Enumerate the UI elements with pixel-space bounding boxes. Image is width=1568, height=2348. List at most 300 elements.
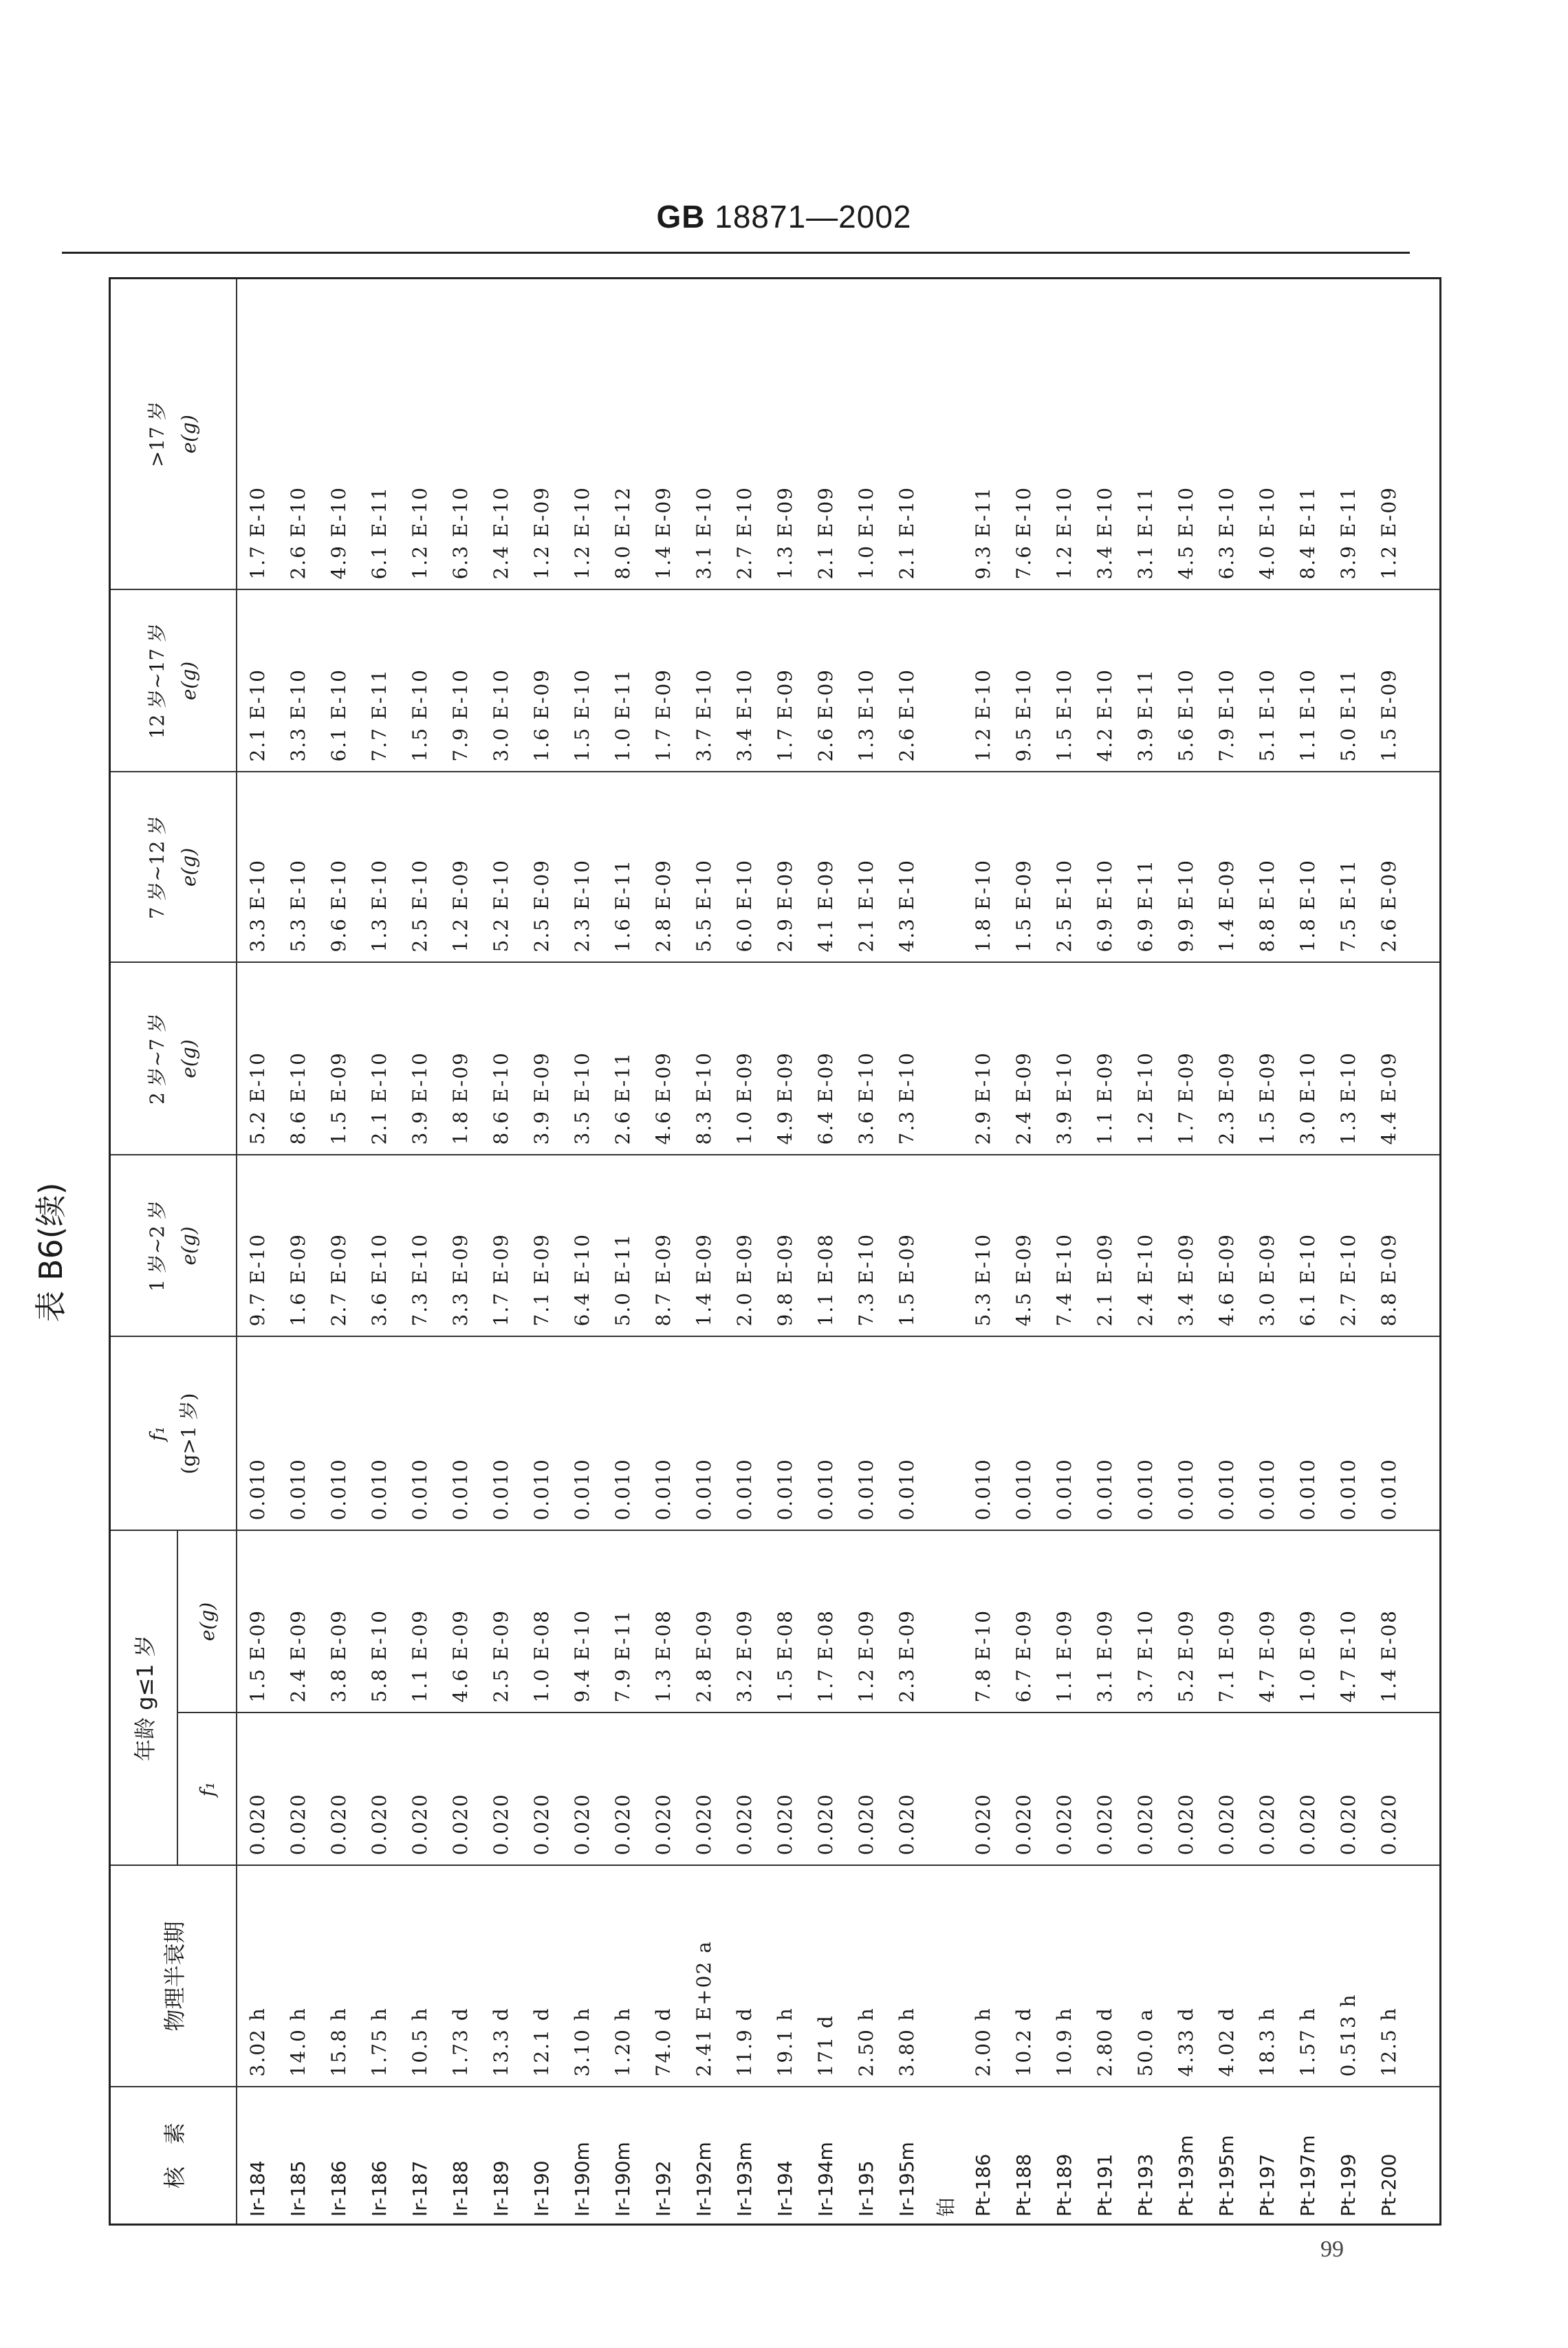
eg-2-7-cell: 2.1 E-10 bbox=[359, 963, 400, 1155]
half-life-cell: 0.513 h bbox=[1328, 1866, 1369, 2087]
nuclide-cell: Pt-197m bbox=[1287, 2087, 1328, 2225]
eg-1-2-cell: 3.6 E-10 bbox=[359, 1155, 400, 1337]
eg-gt17-cell: 9.3 E-11 bbox=[963, 279, 1003, 590]
eg-1-2-cell: 3.0 E-09 bbox=[1247, 1155, 1287, 1337]
eg-2-7-cell: 3.6 E-10 bbox=[846, 963, 886, 1155]
empty-cell bbox=[1409, 1155, 1441, 1337]
f1-gt1-cell: 0.010 bbox=[724, 1337, 765, 1531]
header-age-2-7 bbox=[110, 963, 237, 1155]
header-age-1-2 bbox=[110, 1155, 237, 1337]
f1-le1-cell: 0.020 bbox=[1125, 1713, 1166, 1866]
eg-1-2-cell: 9.7 E-10 bbox=[237, 1155, 278, 1337]
eg-le1-cell: 3.7 E-10 bbox=[1125, 1531, 1166, 1713]
header-age-le1-group: 年龄 g≤1 岁 bbox=[110, 1531, 178, 1866]
table-row bbox=[1287, 279, 1328, 2225]
eg-2-7-cell: 1.5 E-09 bbox=[1247, 963, 1287, 1155]
eg-7-12-cell: 2.5 E-09 bbox=[521, 772, 562, 963]
eg-gt17-cell: 2.4 E-10 bbox=[481, 279, 521, 590]
nuclide-cell: Pt-195m bbox=[1206, 2087, 1247, 2225]
f1-le1-cell: 0.020 bbox=[1044, 1713, 1085, 1866]
eg-1-2-cell: 2.1 E-09 bbox=[1085, 1155, 1125, 1337]
half-life-cell: 18.3 h bbox=[1247, 1866, 1287, 2087]
half-life-cell: 1.73 d bbox=[440, 1866, 481, 2087]
nuclide-cell: Pt-199 bbox=[1328, 2087, 1369, 2225]
empty-cell bbox=[1409, 279, 1441, 590]
eg-le1-cell: 4.7 E-09 bbox=[1247, 1531, 1287, 1713]
table-row bbox=[1044, 279, 1085, 2225]
eg-12-17-cell: 3.4 E-10 bbox=[724, 590, 765, 772]
eg-1-2-cell: 2.7 E-10 bbox=[1328, 1155, 1369, 1337]
eg-le1-cell: 1.5 E-09 bbox=[237, 1531, 278, 1713]
empty-cell bbox=[1409, 772, 1441, 963]
f1-le1-cell: 0.020 bbox=[1003, 1713, 1044, 1866]
half-life-cell: 11.9 d bbox=[724, 1866, 765, 2087]
eg-12-17-cell: 1.5 E-10 bbox=[1044, 590, 1085, 772]
table-caption: 表 B6(续) bbox=[32, 1182, 69, 1323]
table-row bbox=[237, 279, 278, 2225]
f1-gt1-cell: 0.010 bbox=[963, 1337, 1003, 1531]
eg-2-7-cell: 4.6 E-09 bbox=[643, 963, 684, 1155]
table-row bbox=[1206, 279, 1247, 2225]
half-life-cell: 12.1 d bbox=[521, 1866, 562, 2087]
eg-7-12-cell: 5.3 E-10 bbox=[278, 772, 318, 963]
f1-gt1-cell: 0.010 bbox=[765, 1337, 805, 1531]
eg-2-7-cell: 6.4 E-09 bbox=[805, 963, 846, 1155]
table-row bbox=[278, 279, 318, 2225]
half-life-cell: 4.02 d bbox=[1206, 1866, 1247, 2087]
header-age-gt17 bbox=[110, 279, 237, 590]
eg-le1-cell: 1.1 E-09 bbox=[1044, 1531, 1085, 1713]
table-row bbox=[805, 279, 846, 2225]
f1-le1-cell: 0.020 bbox=[1166, 1713, 1206, 1866]
table-spacer-row bbox=[1409, 279, 1441, 2225]
eg-1-2-cell: 1.7 E-09 bbox=[481, 1155, 521, 1337]
f1-le1-cell: 0.020 bbox=[886, 1713, 927, 1866]
half-life-cell: 15.8 h bbox=[318, 1866, 359, 2087]
eg-7-12-cell: 5.5 E-10 bbox=[684, 772, 724, 963]
eg-1-2-cell: 1.6 E-09 bbox=[278, 1155, 318, 1337]
f1-gt1-cell: 0.010 bbox=[1044, 1337, 1085, 1531]
half-life-cell: 14.0 h bbox=[278, 1866, 318, 2087]
half-life-cell: 1.57 h bbox=[1287, 1866, 1328, 2087]
f1-le1-cell: 0.020 bbox=[724, 1713, 765, 1866]
eg-gt17-cell: 1.2 E-10 bbox=[400, 279, 440, 590]
empty-cell bbox=[927, 1866, 963, 2087]
eg-7-12-cell: 1.6 E-11 bbox=[602, 772, 643, 963]
empty-cell bbox=[1409, 1866, 1441, 2087]
f1-gt1-cell: 0.010 bbox=[886, 1337, 927, 1531]
f1-gt1-cell: 0.010 bbox=[1369, 1337, 1409, 1531]
eg-gt17-cell: 1.2 E-10 bbox=[562, 279, 602, 590]
eg-le1-cell: 1.3 E-08 bbox=[643, 1531, 684, 1713]
f1-gt1-cell: 0.010 bbox=[846, 1337, 886, 1531]
header-age-2-7-line2: e(g) bbox=[177, 1039, 200, 1078]
eg-12-17-cell: 1.7 E-09 bbox=[765, 590, 805, 772]
f1-le1-cell: 0.020 bbox=[481, 1713, 521, 1866]
header-age-7-12 bbox=[110, 772, 237, 963]
eg-7-12-cell: 2.1 E-10 bbox=[846, 772, 886, 963]
eg-le1-cell: 1.2 E-09 bbox=[846, 1531, 886, 1713]
eg-12-17-cell: 1.1 E-10 bbox=[1287, 590, 1328, 772]
nuclide-cell: Ir-195m bbox=[886, 2087, 927, 2225]
eg-gt17-cell: 3.9 E-11 bbox=[1328, 279, 1369, 590]
header-age-le1-f1: f₁ bbox=[177, 1713, 237, 1866]
f1-gt1-cell: 0.010 bbox=[440, 1337, 481, 1531]
eg-1-2-cell: 3.3 E-09 bbox=[440, 1155, 481, 1337]
header-f1-gt1-line1: f₁ bbox=[146, 1426, 168, 1442]
eg-2-7-cell: 8.3 E-10 bbox=[684, 963, 724, 1155]
eg-12-17-cell: 1.5 E-10 bbox=[400, 590, 440, 772]
eg-gt17-cell: 8.4 E-11 bbox=[1287, 279, 1328, 590]
half-life-cell: 4.33 d bbox=[1166, 1866, 1206, 2087]
nuclide-cell: Pt-193m bbox=[1166, 2087, 1206, 2225]
eg-le1-cell: 7.9 E-11 bbox=[602, 1531, 643, 1713]
half-life-cell: 10.2 d bbox=[1003, 1866, 1044, 2087]
f1-gt1-cell: 0.010 bbox=[278, 1337, 318, 1531]
eg-1-2-cell: 8.8 E-09 bbox=[1369, 1155, 1409, 1337]
eg-1-2-cell: 6.1 E-10 bbox=[1287, 1155, 1328, 1337]
eg-2-7-cell: 1.5 E-09 bbox=[318, 963, 359, 1155]
nuclide-cell: Pt-189 bbox=[1044, 2087, 1085, 2225]
nuclide-cell: Pt-200 bbox=[1369, 2087, 1409, 2225]
eg-le1-cell: 3.8 E-09 bbox=[318, 1531, 359, 1713]
eg-12-17-cell: 3.7 E-10 bbox=[684, 590, 724, 772]
header-age-gt17-line2: e(g) bbox=[177, 415, 200, 454]
f1-le1-cell: 0.020 bbox=[521, 1713, 562, 1866]
header-age-1-2-line1: 1 岁~2 岁 bbox=[146, 1200, 168, 1292]
f1-gt1-cell: 0.010 bbox=[318, 1337, 359, 1531]
header-age-2-7-line1: 2 岁~7 岁 bbox=[146, 1013, 168, 1105]
table-row bbox=[1247, 279, 1287, 2225]
table-row bbox=[1125, 279, 1166, 2225]
eg-le1-cell: 4.6 E-09 bbox=[440, 1531, 481, 1713]
nuclide-cell: Pt-188 bbox=[1003, 2087, 1044, 2225]
eg-gt17-cell: 4.9 E-10 bbox=[318, 279, 359, 590]
group-row-platinum bbox=[927, 279, 963, 2225]
f1-le1-cell: 0.020 bbox=[359, 1713, 400, 1866]
nuclide-cell: Ir-190m bbox=[602, 2087, 643, 2225]
eg-12-17-cell: 2.6 E-10 bbox=[886, 590, 927, 772]
eg-gt17-cell: 1.2 E-09 bbox=[521, 279, 562, 590]
eg-2-7-cell: 3.9 E-10 bbox=[400, 963, 440, 1155]
eg-12-17-cell: 3.3 E-10 bbox=[278, 590, 318, 772]
eg-gt17-cell: 1.7 E-10 bbox=[237, 279, 278, 590]
eg-7-12-cell: 9.9 E-10 bbox=[1166, 772, 1206, 963]
nuclide-cell: Pt-197 bbox=[1247, 2087, 1287, 2225]
nuclide-cell: Pt-191 bbox=[1085, 2087, 1125, 2225]
header-age-12-17-line1: 12 岁~17 岁 bbox=[146, 622, 168, 739]
empty-cell bbox=[1409, 1337, 1441, 1531]
f1-le1-cell: 0.020 bbox=[1328, 1713, 1369, 1866]
eg-gt17-cell: 3.1 E-11 bbox=[1125, 279, 1166, 590]
eg-7-12-cell: 2.5 E-10 bbox=[400, 772, 440, 963]
eg-1-2-cell: 5.3 E-10 bbox=[963, 1155, 1003, 1337]
half-life-cell: 10.5 h bbox=[400, 1866, 440, 2087]
eg-12-17-cell: 2.6 E-09 bbox=[805, 590, 846, 772]
header-nuclide: 核 素 bbox=[110, 2087, 237, 2225]
f1-gt1-cell: 0.010 bbox=[1328, 1337, 1369, 1531]
eg-gt17-cell: 1.2 E-10 bbox=[1044, 279, 1085, 590]
eg-12-17-cell: 5.6 E-10 bbox=[1166, 590, 1206, 772]
eg-2-7-cell: 3.9 E-10 bbox=[1044, 963, 1085, 1155]
f1-gt1-cell: 0.010 bbox=[562, 1337, 602, 1531]
eg-1-2-cell: 7.4 E-10 bbox=[1044, 1155, 1085, 1337]
eg-gt17-cell: 2.6 E-10 bbox=[278, 279, 318, 590]
eg-gt17-cell: 1.3 E-09 bbox=[765, 279, 805, 590]
eg-2-7-cell: 2.6 E-11 bbox=[602, 963, 643, 1155]
eg-gt17-cell: 3.4 E-10 bbox=[1085, 279, 1125, 590]
table-row bbox=[1369, 279, 1409, 2225]
eg-gt17-cell: 1.4 E-09 bbox=[643, 279, 684, 590]
eg-12-17-cell: 9.5 E-10 bbox=[1003, 590, 1044, 772]
f1-gt1-cell: 0.010 bbox=[1166, 1337, 1206, 1531]
eg-gt17-cell: 6.1 E-11 bbox=[359, 279, 400, 590]
eg-7-12-cell: 2.6 E-09 bbox=[1369, 772, 1409, 963]
empty-cell bbox=[927, 963, 963, 1155]
eg-2-7-cell: 3.9 E-09 bbox=[521, 963, 562, 1155]
f1-gt1-cell: 0.010 bbox=[602, 1337, 643, 1531]
eg-7-12-cell: 6.9 E-11 bbox=[1125, 772, 1166, 963]
f1-le1-cell: 0.020 bbox=[1287, 1713, 1328, 1866]
empty-cell bbox=[927, 1531, 963, 1713]
table-row bbox=[602, 279, 643, 2225]
eg-le1-cell: 5.8 E-10 bbox=[359, 1531, 400, 1713]
empty-cell bbox=[927, 772, 963, 963]
half-life-cell: 74.0 d bbox=[643, 1866, 684, 2087]
eg-2-7-cell: 1.0 E-09 bbox=[724, 963, 765, 1155]
table-row bbox=[318, 279, 359, 2225]
f1-gt1-cell: 0.010 bbox=[1085, 1337, 1125, 1531]
f1-le1-cell: 0.020 bbox=[643, 1713, 684, 1866]
half-life-cell: 2.50 h bbox=[846, 1866, 886, 2087]
standard-number: 18871—2002 bbox=[715, 199, 912, 235]
empty-cell bbox=[1409, 590, 1441, 772]
header-f1-gt1-line2: (g>1 岁) bbox=[177, 1393, 200, 1475]
group-label-platinum: 铂 bbox=[927, 2087, 963, 2225]
f1-le1-cell: 0.020 bbox=[684, 1713, 724, 1866]
eg-le1-cell: 3.2 E-09 bbox=[724, 1531, 765, 1713]
eg-7-12-cell: 6.0 E-10 bbox=[724, 772, 765, 963]
nuclide-cell: Ir-190 bbox=[521, 2087, 562, 2225]
eg-12-17-cell: 1.5 E-10 bbox=[562, 590, 602, 772]
eg-12-17-cell: 1.2 E-10 bbox=[963, 590, 1003, 772]
eg-1-2-cell: 4.5 E-09 bbox=[1003, 1155, 1044, 1337]
empty-cell bbox=[1409, 1531, 1441, 1713]
eg-2-7-cell: 4.9 E-09 bbox=[765, 963, 805, 1155]
f1-gt1-cell: 0.010 bbox=[684, 1337, 724, 1531]
f1-gt1-cell: 0.010 bbox=[400, 1337, 440, 1531]
eg-12-17-cell: 1.6 E-09 bbox=[521, 590, 562, 772]
empty-cell bbox=[927, 1713, 963, 1866]
eg-12-17-cell: 3.9 E-11 bbox=[1125, 590, 1166, 772]
eg-1-2-cell: 2.7 E-09 bbox=[318, 1155, 359, 1337]
header-age-7-12-line1: 7 岁~12 岁 bbox=[146, 815, 168, 920]
half-life-cell: 1.75 h bbox=[359, 1866, 400, 2087]
table-row bbox=[1085, 279, 1125, 2225]
f1-le1-cell: 0.020 bbox=[400, 1713, 440, 1866]
eg-gt17-cell: 2.1 E-10 bbox=[886, 279, 927, 590]
eg-2-7-cell: 2.3 E-09 bbox=[1206, 963, 1247, 1155]
eg-le1-cell: 4.7 E-10 bbox=[1328, 1531, 1369, 1713]
f1-le1-cell: 0.020 bbox=[846, 1713, 886, 1866]
eg-gt17-cell: 4.5 E-10 bbox=[1166, 279, 1206, 590]
nuclide-cell: Ir-186 bbox=[318, 2087, 359, 2225]
header-age-7-12-line2: e(g) bbox=[177, 847, 200, 887]
table-row bbox=[684, 279, 724, 2225]
nuclide-cell: Ir-188 bbox=[440, 2087, 481, 2225]
f1-le1-cell: 0.020 bbox=[562, 1713, 602, 1866]
eg-12-17-cell: 4.2 E-10 bbox=[1085, 590, 1125, 772]
f1-gt1-cell: 0.010 bbox=[521, 1337, 562, 1531]
eg-2-7-cell: 4.4 E-09 bbox=[1369, 963, 1409, 1155]
eg-2-7-cell: 5.2 E-10 bbox=[237, 963, 278, 1155]
eg-1-2-cell: 3.4 E-09 bbox=[1166, 1155, 1206, 1337]
f1-le1-cell: 0.020 bbox=[1247, 1713, 1287, 1866]
table-row bbox=[440, 279, 481, 2225]
nuclide-cell: Pt-186 bbox=[963, 2087, 1003, 2225]
f1-gt1-cell: 0.010 bbox=[481, 1337, 521, 1531]
header-age-gt17-line1: >17 岁 bbox=[146, 401, 168, 468]
half-life-cell: 19.1 h bbox=[765, 1866, 805, 2087]
eg-7-12-cell: 2.9 E-09 bbox=[765, 772, 805, 963]
table-row bbox=[846, 279, 886, 2225]
eg-12-17-cell: 1.3 E-10 bbox=[846, 590, 886, 772]
eg-gt17-cell: 6.3 E-10 bbox=[1206, 279, 1247, 590]
eg-gt17-cell: 3.1 E-10 bbox=[684, 279, 724, 590]
eg-1-2-cell: 1.4 E-09 bbox=[684, 1155, 724, 1337]
eg-le1-cell: 5.2 E-09 bbox=[1166, 1531, 1206, 1713]
eg-2-7-cell: 2.4 E-09 bbox=[1003, 963, 1044, 1155]
empty-cell bbox=[927, 1155, 963, 1337]
table-row bbox=[765, 279, 805, 2225]
eg-7-12-cell: 2.3 E-10 bbox=[562, 772, 602, 963]
f1-gt1-cell: 0.010 bbox=[1247, 1337, 1287, 1531]
eg-7-12-cell: 1.8 E-10 bbox=[963, 772, 1003, 963]
half-life-cell: 3.10 h bbox=[562, 1866, 602, 2087]
table-row bbox=[643, 279, 684, 2225]
table-row bbox=[359, 279, 400, 2225]
eg-2-7-cell: 2.9 E-10 bbox=[963, 963, 1003, 1155]
header-half-life: 物理半衰期 bbox=[110, 1866, 237, 2087]
eg-gt17-cell: 1.2 E-09 bbox=[1369, 279, 1409, 590]
eg-12-17-cell: 3.0 E-10 bbox=[481, 590, 521, 772]
eg-1-2-cell: 6.4 E-10 bbox=[562, 1155, 602, 1337]
f1-gt1-cell: 0.010 bbox=[643, 1337, 684, 1531]
eg-le1-cell: 6.7 E-09 bbox=[1003, 1531, 1044, 1713]
half-life-cell: 3.02 h bbox=[237, 1866, 278, 2087]
eg-2-7-cell: 8.6 E-10 bbox=[481, 963, 521, 1155]
f1-le1-cell: 0.020 bbox=[602, 1713, 643, 1866]
eg-7-12-cell: 4.1 E-09 bbox=[805, 772, 846, 963]
eg-le1-cell: 1.7 E-08 bbox=[805, 1531, 846, 1713]
eg-7-12-cell: 8.8 E-10 bbox=[1247, 772, 1287, 963]
nuclide-cell: Ir-185 bbox=[278, 2087, 318, 2225]
table-row bbox=[963, 279, 1003, 2225]
half-life-cell: 12.5 h bbox=[1369, 1866, 1409, 2087]
eg-le1-cell: 9.4 E-10 bbox=[562, 1531, 602, 1713]
nuclide-cell: Ir-184 bbox=[237, 2087, 278, 2225]
eg-1-2-cell: 4.6 E-09 bbox=[1206, 1155, 1247, 1337]
table-row bbox=[1003, 279, 1044, 2225]
rotated-table-container bbox=[32, 279, 1400, 2226]
eg-12-17-cell: 1.5 E-09 bbox=[1369, 590, 1409, 772]
table-row bbox=[481, 279, 521, 2225]
eg-2-7-cell: 1.1 E-09 bbox=[1085, 963, 1125, 1155]
empty-cell bbox=[1409, 2087, 1441, 2225]
eg-gt17-cell: 2.1 E-09 bbox=[805, 279, 846, 590]
eg-12-17-cell: 7.7 E-11 bbox=[359, 590, 400, 772]
eg-gt17-cell: 7.6 E-10 bbox=[1003, 279, 1044, 590]
nuclide-cell: Ir-192m bbox=[684, 2087, 724, 2225]
eg-1-2-cell: 7.3 E-10 bbox=[846, 1155, 886, 1337]
eg-gt17-cell: 8.0 E-12 bbox=[602, 279, 643, 590]
eg-gt17-cell: 6.3 E-10 bbox=[440, 279, 481, 590]
f1-le1-cell: 0.020 bbox=[278, 1713, 318, 1866]
f1-le1-cell: 0.020 bbox=[1085, 1713, 1125, 1866]
eg-le1-cell: 2.4 E-09 bbox=[278, 1531, 318, 1713]
eg-7-12-cell: 3.3 E-10 bbox=[237, 772, 278, 963]
standard-prefix: GB bbox=[656, 199, 706, 235]
nuclide-cell: Pt-193 bbox=[1125, 2087, 1166, 2225]
eg-1-2-cell: 1.1 E-08 bbox=[805, 1155, 846, 1337]
eg-1-2-cell: 1.5 E-09 bbox=[886, 1155, 927, 1337]
nuclide-cell: Ir-189 bbox=[481, 2087, 521, 2225]
eg-le1-cell: 7.8 E-10 bbox=[963, 1531, 1003, 1713]
eg-7-12-cell: 7.5 E-11 bbox=[1328, 772, 1369, 963]
eg-le1-cell: 3.1 E-09 bbox=[1085, 1531, 1125, 1713]
eg-7-12-cell: 5.2 E-10 bbox=[481, 772, 521, 963]
f1-le1-cell: 0.020 bbox=[805, 1713, 846, 1866]
f1-gt1-cell: 0.010 bbox=[805, 1337, 846, 1531]
half-life-cell: 1.20 h bbox=[602, 1866, 643, 2087]
eg-2-7-cell: 1.2 E-10 bbox=[1125, 963, 1166, 1155]
f1-gt1-cell: 0.010 bbox=[359, 1337, 400, 1531]
table-row bbox=[521, 279, 562, 2225]
f1-gt1-cell: 0.010 bbox=[1125, 1337, 1166, 1531]
f1-le1-cell: 0.020 bbox=[1369, 1713, 1409, 1866]
eg-7-12-cell: 2.8 E-09 bbox=[643, 772, 684, 963]
f1-le1-cell: 0.020 bbox=[765, 1713, 805, 1866]
half-life-cell: 13.3 d bbox=[481, 1866, 521, 2087]
eg-7-12-cell: 4.3 E-10 bbox=[886, 772, 927, 963]
eg-1-2-cell: 5.0 E-11 bbox=[602, 1155, 643, 1337]
eg-1-2-cell: 2.4 E-10 bbox=[1125, 1155, 1166, 1337]
f1-le1-cell: 0.020 bbox=[440, 1713, 481, 1866]
eg-7-12-cell: 1.8 E-10 bbox=[1287, 772, 1328, 963]
eg-le1-cell: 1.0 E-08 bbox=[521, 1531, 562, 1713]
eg-2-7-cell: 1.3 E-10 bbox=[1328, 963, 1369, 1155]
empty-cell bbox=[927, 279, 963, 590]
f1-gt1-cell: 0.010 bbox=[237, 1337, 278, 1531]
half-life-cell: 10.9 h bbox=[1044, 1866, 1085, 2087]
eg-12-17-cell: 7.9 E-10 bbox=[1206, 590, 1247, 772]
eg-12-17-cell: 5.0 E-11 bbox=[1328, 590, 1369, 772]
f1-le1-cell: 0.020 bbox=[963, 1713, 1003, 1866]
eg-le1-cell: 1.1 E-09 bbox=[400, 1531, 440, 1713]
eg-1-2-cell: 8.7 E-09 bbox=[643, 1155, 684, 1337]
f1-le1-cell: 0.020 bbox=[318, 1713, 359, 1866]
nuclide-cell: Ir-194 bbox=[765, 2087, 805, 2225]
eg-2-7-cell: 7.3 E-10 bbox=[886, 963, 927, 1155]
nuclide-cell: Ir-193m bbox=[724, 2087, 765, 2225]
half-life-cell: 2.00 h bbox=[963, 1866, 1003, 2087]
eg-gt17-cell: 2.7 E-10 bbox=[724, 279, 765, 590]
eg-le1-cell: 1.5 E-08 bbox=[765, 1531, 805, 1713]
document-header bbox=[0, 198, 1568, 235]
nuclide-cell: Ir-186 bbox=[359, 2087, 400, 2225]
eg-7-12-cell: 1.2 E-09 bbox=[440, 772, 481, 963]
f1-gt1-cell: 0.010 bbox=[1206, 1337, 1247, 1531]
